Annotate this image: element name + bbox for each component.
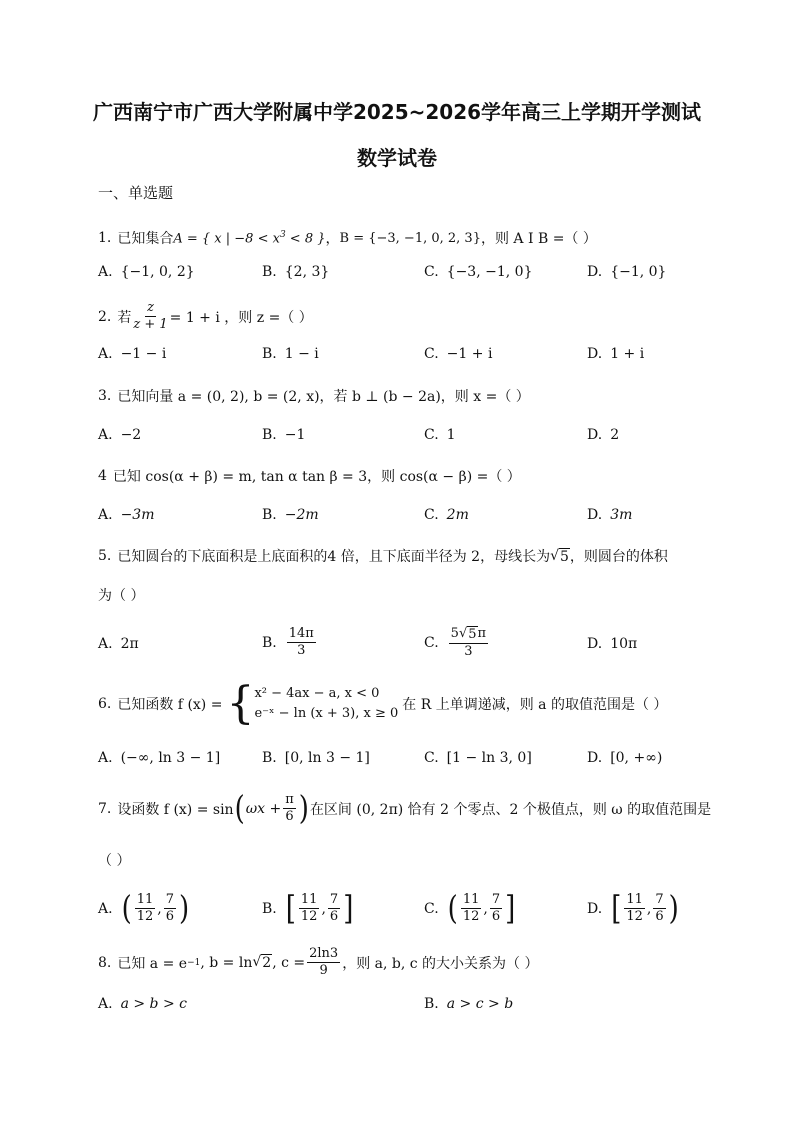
q5-option-a[interactable]: A. 2π: [98, 636, 139, 652]
question-8: 8. 已知 a = e −1 , b = ln √ 2 , c = $\frac{2\ln 3}{9}$ ，则 a, b, c 的大小关系为（ ）: [98, 946, 539, 978]
q3-option-b[interactable]: B. −1: [262, 427, 306, 443]
q3-option-d[interactable]: D. 2: [587, 427, 620, 443]
question-7: 7. 设函数 f (x) = sin ( ωx + $\frac{\pi}{6}$ ) 在区间 (0, 2π) 恰有 2 个零点、2 个极值点，则 ω 的取值范围是: [98, 789, 712, 828]
q7-option-b[interactable]: B. [ $\frac{11}{12}$ , $\frac{7}{6}$ ]: [262, 889, 354, 928]
q8-option-b[interactable]: B. a > c > b: [424, 996, 514, 1012]
q5-option-c[interactable]: C. 5√ 5 π 3: [424, 626, 487, 659]
q4-option-b[interactable]: B. −2m: [262, 507, 319, 523]
exam-title: 广西南宁市广西大学附属中学2025~2026学年高三上学期开学测试: [92, 100, 702, 124]
q5-option-d[interactable]: D. 10π: [587, 636, 638, 652]
q1-option-d[interactable]: D. {−1, 0}: [587, 264, 667, 280]
q7-option-d[interactable]: D. [ $\frac{11}{12}$ , $\frac{7}{6}$ ): [587, 889, 679, 928]
q4-option-c[interactable]: C. 2m: [424, 507, 469, 523]
piecewise-function: { x² − 4ax − a, x < 0 e⁻ˣ − ln (x + 3), x ≥ 0: [226, 678, 399, 729]
question-5: 5. 已知圆台的下底面积是上底面积的4 倍，且下底面半径为 2，母线长为 √ 5 ，则圆台的体积: [98, 547, 668, 565]
question-1: 1. 已知集合 A = { x | $-8 < x^3 < 8$ } ， B = {−3, −1, 0, 2, 3} ，则 A I B =（ ）: [98, 229, 597, 247]
sqrt: √ 5: [550, 547, 569, 565]
question-text: 已知集合: [117, 231, 174, 247]
question-3: 3. 已知向量 a = (0, 2), b = (2, x)，若 b ⊥ (b − 2a)，则 x =（ ）: [98, 388, 530, 405]
question-text: 已知向量 a = (0, 2), b = (2, x)，若 b ⊥ (b − 2a)，则 x =（ ）: [117, 389, 530, 405]
q5-option-b[interactable]: B. $\frac{14\pi}{3}$: [262, 626, 314, 658]
q4-option-a[interactable]: A. −3m: [98, 507, 155, 523]
question-2: 2. 若 $\frac{z}{z + 1}$ = 1 + i ，则 z =（ ）: [98, 300, 313, 332]
set-b: B = {−3, −1, 0, 2, 3}: [339, 230, 481, 246]
q8-option-a[interactable]: A. a > b > c: [98, 996, 187, 1012]
q6-option-a[interactable]: A. (−∞, ln 3 − 1]: [98, 750, 221, 766]
q2-option-a[interactable]: A. −1 − i: [98, 346, 167, 362]
question-5-line2: 为（ ）: [98, 588, 145, 604]
q1-option-c[interactable]: C. {−3, −1, 0}: [424, 264, 533, 280]
question-6: 6. 已知函数 f (x) = { x² − 4ax − a, x < 0 e⁻ˣ − ln (x + 3), x ≥ 0 在 R 上单调递减，则 a 的取值范围是（ ）: [98, 678, 668, 729]
question-7-line2: （ ）: [98, 853, 131, 869]
q7-option-c[interactable]: C. ( $\frac{11}{12}$ , $\frac{7}{6}$ ]: [424, 889, 516, 928]
q4-option-d[interactable]: D. 3m: [587, 507, 633, 523]
set-a: A = { x | $-8 < x^3 < 8$ }: [173, 229, 326, 247]
question-text: 已知 cos(α + β) = m, tan α tan β = 3，则 cos(α − β) =（ ）: [112, 469, 521, 485]
fraction: $\frac{z}{z + 1}$: [133, 300, 168, 332]
section-heading: 一、单选题: [98, 184, 174, 202]
q1-option-b[interactable]: B. {2, 3}: [262, 264, 330, 280]
question-number: 1.: [98, 230, 112, 246]
exam-subtitle: 数学试卷: [357, 146, 437, 170]
q3-option-a[interactable]: A. −2: [98, 427, 142, 443]
q7-option-a[interactable]: A. ( $\frac{11}{12}$ , $\frac{7}{6}$ ): [98, 889, 190, 928]
q3-option-c[interactable]: C. 1: [424, 427, 456, 443]
question-tail: ，则 A I B =（ ）: [480, 231, 597, 247]
q2-option-b[interactable]: B. 1 − i: [262, 346, 319, 362]
q2-option-d[interactable]: D. 1 + i: [587, 346, 645, 362]
q6-option-b[interactable]: B. [0, ln 3 − 1]: [262, 750, 370, 766]
q2-option-c[interactable]: C. −1 + i: [424, 346, 493, 362]
q1-option-a[interactable]: A. {−1, 0, 2}: [98, 264, 195, 280]
q6-option-d[interactable]: D. [0, +∞): [587, 750, 663, 766]
q6-option-c[interactable]: C. [1 − ln 3, 0]: [424, 750, 532, 766]
question-4: 4 已知 cos(α + β) = m, tan α tan β = 3，则 cos(α − β) =（ ）: [98, 468, 521, 485]
